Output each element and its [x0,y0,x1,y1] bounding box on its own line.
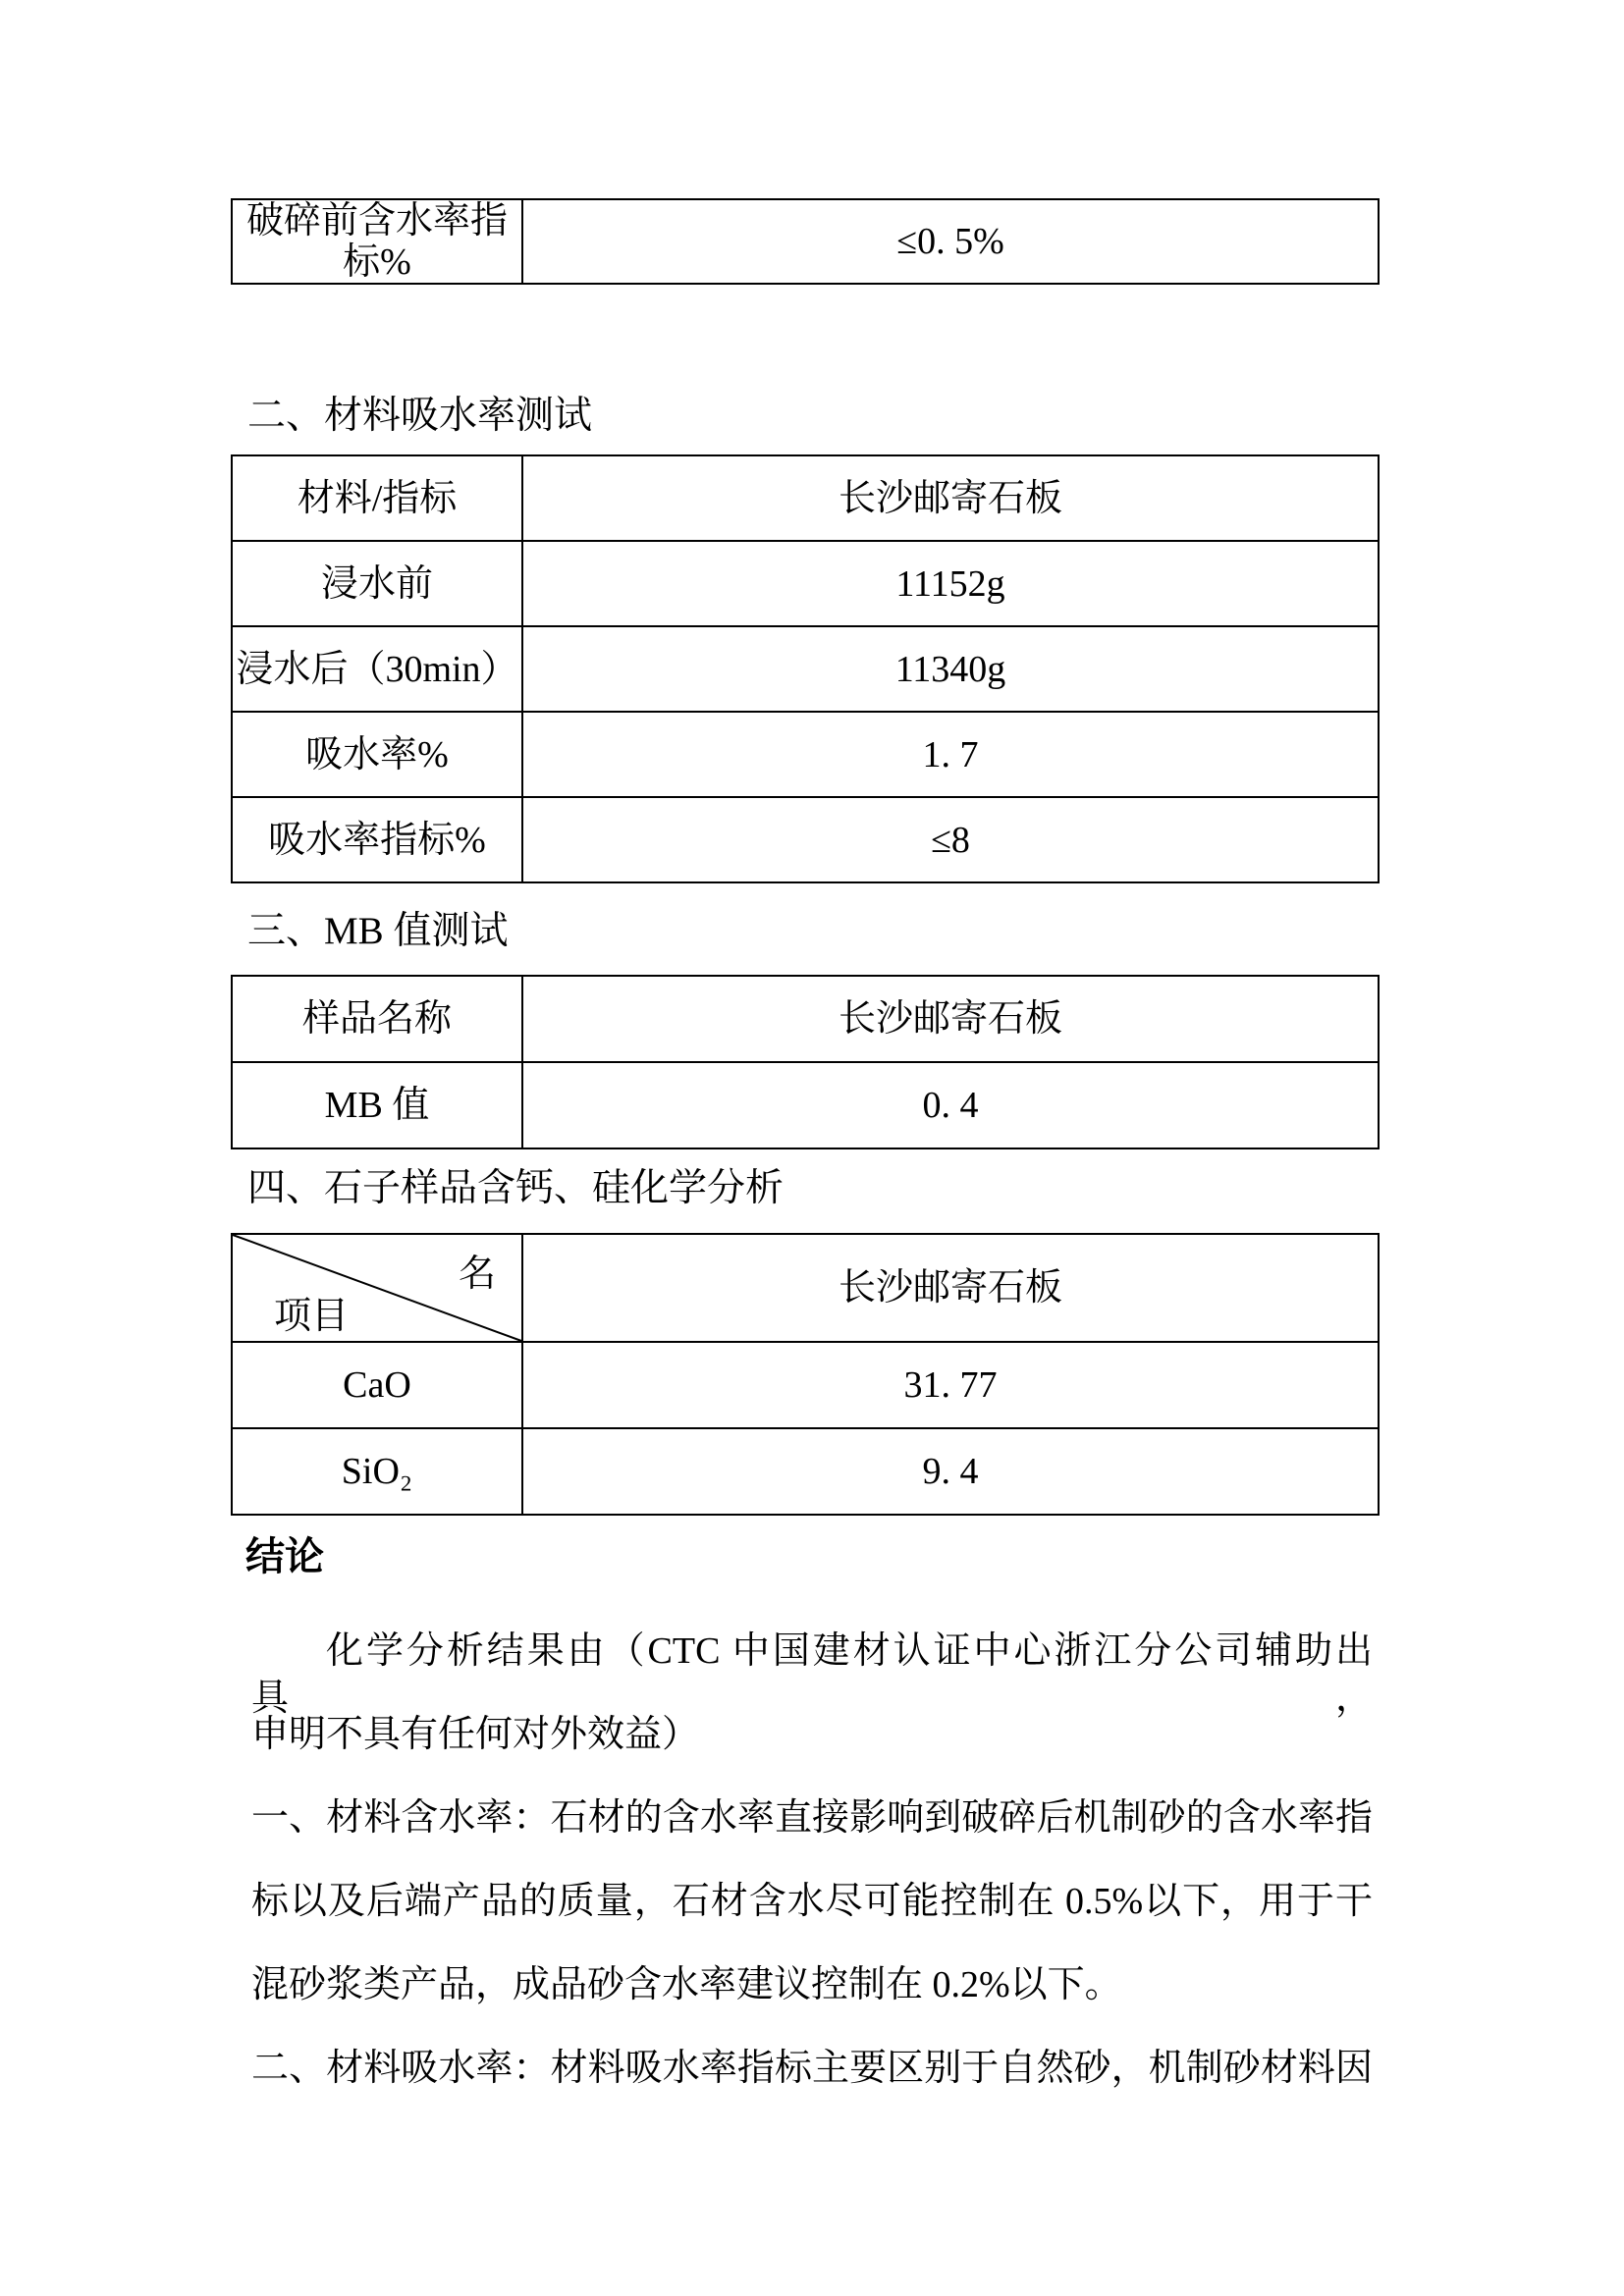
row-value: 11152g [895,562,1005,605]
conclusion-line: 二、材料吸水率：材料吸水率指标主要区别于自然砂，机制砂材料因 [251,2048,1373,2089]
table-row [233,542,1378,627]
table-row [233,1063,1378,1148]
row-label: 破碎前含水率指标% [233,200,523,283]
table-row [233,456,1378,542]
row-label: 样品名称 [233,977,523,1061]
row-label: 材料/指标 [233,456,523,540]
table-row [233,1429,1378,1514]
row-value: ≤0. 5% [896,221,1004,262]
conclusion-line: 一、材料含水率：石材的含水率直接影响到破碎后机制砂的含水率指 [251,1797,1373,1839]
row-label: 吸水率指标% [233,798,523,881]
chemical-table [231,1233,1380,1516]
diagonal-top-right-label: 名 [458,1254,496,1295]
table-header-row [233,1235,1378,1343]
row-label: 吸水率% [233,713,523,796]
conclusion-line: 标以及后端产品的质量，石材含水尽可能控制在 0.5%以下，用于干 [251,1881,1373,1922]
absorption-table [231,454,1380,883]
table-row [233,627,1378,713]
moisture-indicator-table [231,198,1380,285]
row-value: 长沙邮寄石板 [838,998,1062,1040]
row-value: ≤8 [931,819,970,861]
mb-table [231,975,1380,1149]
conclusion-line: 化学分析结果由（CTC 中国建材认证中心浙江分公司辅助出具， [251,1630,1373,1719]
section-heading-chemical: 四、石子样品含钙、硅化学分析 [247,1167,785,1209]
conclusion-heading: 结论 [245,1534,324,1578]
table-row [233,200,1378,283]
table-row [233,977,1378,1063]
row-value: 31. 77 [903,1364,998,1406]
row-label: MB 值 [233,1063,523,1148]
diagonal-header-cell [233,1235,523,1341]
table-row [233,1343,1378,1429]
conclusion-line: 混砂浆类产品，成品砂含水率建议控制在 0.2%以下。 [251,1964,1122,2005]
conclusion-line: 申明不具有任何对外效益） [251,1714,700,1755]
section-heading-mb: 三、MB 值测试 [247,910,509,952]
row-label: 浸水后（30min） [233,627,523,711]
row-value: 1. 7 [922,733,979,775]
row-value: 9. 4 [922,1451,979,1492]
row-label: SiO₂ [233,1429,523,1514]
table-row [233,713,1378,798]
row-value: 0. 4 [922,1085,979,1126]
diagonal-bottom-left-label: 项目 [274,1296,350,1337]
header-value: 长沙邮寄石板 [838,1267,1062,1308]
row-value: 11340g [894,648,1006,690]
row-value: 长沙邮寄石板 [838,477,1062,519]
row-label: 浸水前 [233,542,523,625]
section-heading-absorption: 二、材料吸水率测试 [247,395,593,437]
row-label: CaO [233,1343,523,1427]
table-row [233,798,1378,881]
